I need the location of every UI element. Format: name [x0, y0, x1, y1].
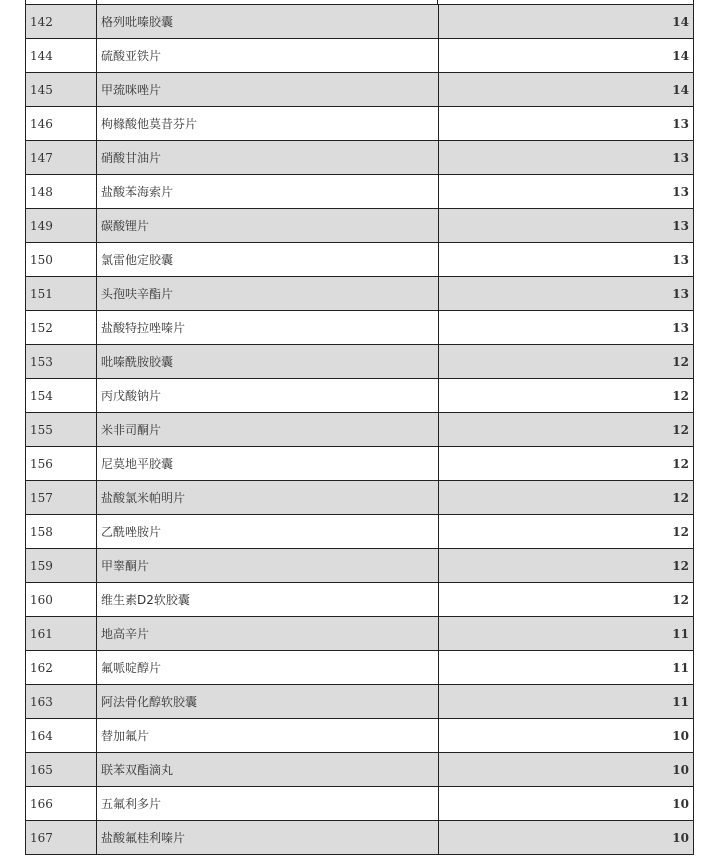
count-value: 13 [439, 277, 694, 311]
table-row [26, 685, 694, 719]
row-number: 155 [26, 413, 97, 447]
drug-name: 吡嗪酰胺胶囊 [97, 345, 439, 379]
count-value: 14 [439, 73, 694, 107]
row-number: 158 [26, 515, 97, 549]
table-row [26, 447, 694, 481]
row-number: 162 [26, 651, 97, 685]
row-number: 161 [26, 617, 97, 651]
drug-table [25, 4, 694, 855]
table-row [26, 39, 694, 73]
row-number: 167 [26, 821, 97, 855]
table-row [26, 753, 694, 787]
count-value: 13 [439, 141, 694, 175]
row-number: 154 [26, 379, 97, 413]
count-value: 10 [439, 753, 694, 787]
drug-name: 头孢呋辛酯片 [97, 277, 439, 311]
drug-name: 盐酸氯米帕明片 [97, 481, 439, 515]
drug-name: 枸橼酸他莫昔芬片 [97, 107, 439, 141]
row-number: 149 [26, 209, 97, 243]
count-value: 14 [439, 5, 694, 39]
table-row [26, 821, 694, 855]
table-row [26, 787, 694, 821]
table-row [26, 583, 694, 617]
drug-name: 丙戊酸钠片 [97, 379, 439, 413]
drug-name: 维生素D2软胶囊 [97, 583, 439, 617]
row-number: 163 [26, 685, 97, 719]
table-row [26, 243, 694, 277]
count-value: 10 [439, 821, 694, 855]
drug-name: 氟哌啶醇片 [97, 651, 439, 685]
row-number: 156 [26, 447, 97, 481]
row-number: 142 [26, 5, 97, 39]
drug-name: 格列吡嗪胶囊 [97, 5, 439, 39]
row-number: 148 [26, 175, 97, 209]
count-value: 10 [439, 719, 694, 753]
table-row [26, 345, 694, 379]
count-value: 12 [439, 549, 694, 583]
table-row [26, 107, 694, 141]
table-row [26, 209, 694, 243]
row-number: 153 [26, 345, 97, 379]
table-row [26, 549, 694, 583]
row-number: 151 [26, 277, 97, 311]
table-row [26, 5, 694, 39]
drug-name: 米非司酮片 [97, 413, 439, 447]
row-number: 157 [26, 481, 97, 515]
drug-name: 甲巯咪唑片 [97, 73, 439, 107]
drug-name: 盐酸特拉唑嗪片 [97, 311, 439, 345]
drug-name: 硝酸甘油片 [97, 141, 439, 175]
table-row [26, 311, 694, 345]
count-value: 13 [439, 175, 694, 209]
count-value: 12 [439, 345, 694, 379]
count-value: 11 [439, 651, 694, 685]
table-row [26, 651, 694, 685]
drug-name: 地高辛片 [97, 617, 439, 651]
drug-name: 碳酸锂片 [97, 209, 439, 243]
table-row [26, 617, 694, 651]
count-value: 10 [439, 787, 694, 821]
count-value: 12 [439, 447, 694, 481]
row-number: 160 [26, 583, 97, 617]
drug-name: 五氟利多片 [97, 787, 439, 821]
drug-name: 乙酰唑胺片 [97, 515, 439, 549]
drug-name: 尼莫地平胶囊 [97, 447, 439, 481]
count-value: 12 [439, 379, 694, 413]
table-row [26, 719, 694, 753]
drug-name: 联苯双酯滴丸 [97, 753, 439, 787]
table-row [26, 73, 694, 107]
row-number: 166 [26, 787, 97, 821]
count-value: 12 [439, 481, 694, 515]
drug-name: 硫酸亚铁片 [97, 39, 439, 73]
count-value: 13 [439, 311, 694, 345]
row-number: 159 [26, 549, 97, 583]
table-row [26, 481, 694, 515]
row-number: 145 [26, 73, 97, 107]
row-number: 164 [26, 719, 97, 753]
table-row [26, 379, 694, 413]
drug-table-container [25, 4, 694, 855]
row-number: 147 [26, 141, 97, 175]
count-value: 12 [439, 583, 694, 617]
row-number: 165 [26, 753, 97, 787]
drug-name: 盐酸苯海索片 [97, 175, 439, 209]
row-number: 152 [26, 311, 97, 345]
count-value: 13 [439, 107, 694, 141]
count-value: 11 [439, 685, 694, 719]
count-value: 13 [439, 209, 694, 243]
count-value: 14 [439, 39, 694, 73]
table-row [26, 515, 694, 549]
count-value: 13 [439, 243, 694, 277]
table-row [26, 175, 694, 209]
drug-name: 氯雷他定胶囊 [97, 243, 439, 277]
table-row [26, 277, 694, 311]
drug-name: 替加氟片 [97, 719, 439, 753]
drug-name: 阿法骨化醇软胶囊 [97, 685, 439, 719]
row-number: 144 [26, 39, 97, 73]
table-row [26, 413, 694, 447]
count-value: 12 [439, 413, 694, 447]
row-number: 150 [26, 243, 97, 277]
count-value: 11 [439, 617, 694, 651]
row-number: 146 [26, 107, 97, 141]
table-body [26, 5, 694, 855]
count-value: 12 [439, 515, 694, 549]
drug-name: 甲睾酮片 [97, 549, 439, 583]
table-row [26, 141, 694, 175]
drug-name: 盐酸氟桂利嗪片 [97, 821, 439, 855]
